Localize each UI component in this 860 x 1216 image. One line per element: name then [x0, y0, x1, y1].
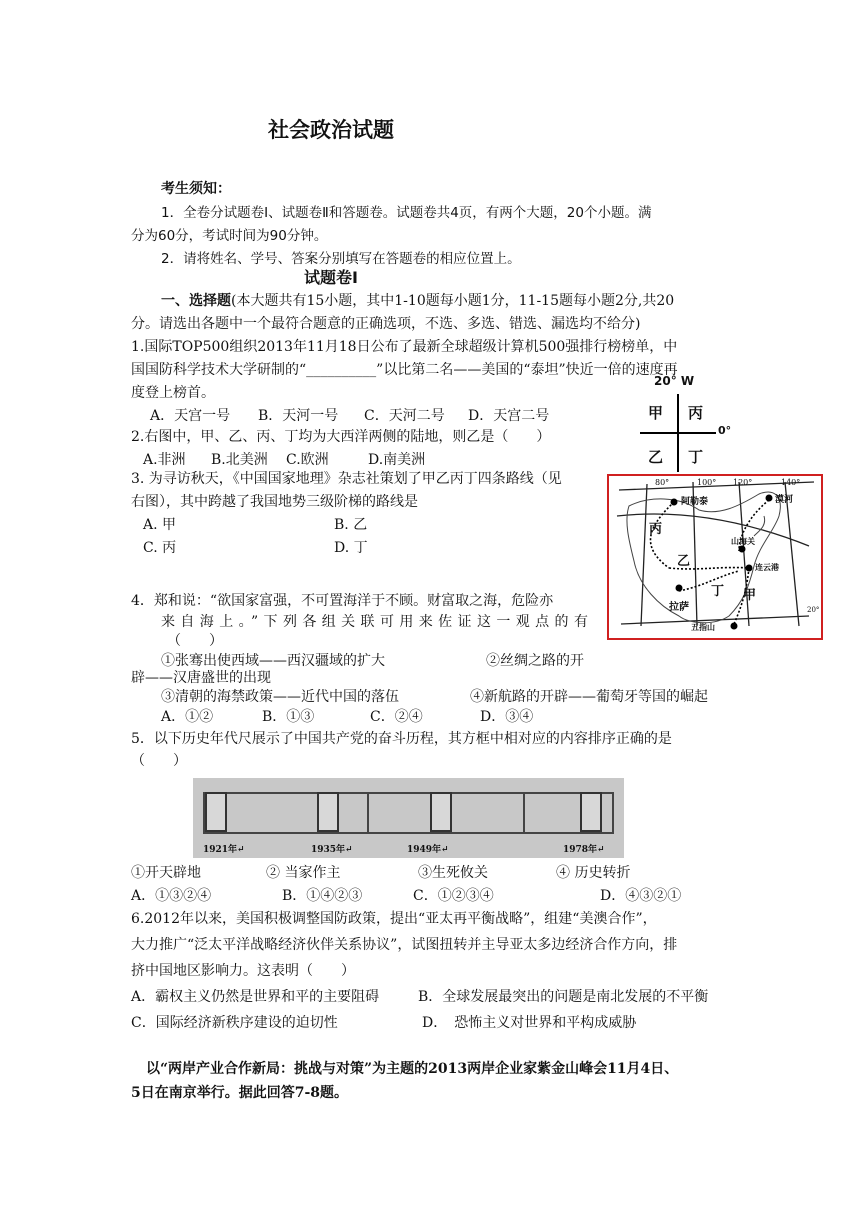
q3-stem-1: 3. 为寻访秋天，《中国国家地理》杂志社策划了甲乙丙丁四条路线（见 [131, 471, 562, 487]
q5-stem: 5．以下历史年代尺展示了中国共产党的奋斗历程，其方框中相对应的内容排序正确的是 [131, 731, 672, 747]
q2-option-a: A.非洲 [143, 452, 186, 468]
equator-line [640, 432, 716, 434]
q5-bracket: （ ） [131, 753, 187, 769]
timeline-year-1935: 1935年↵ [311, 845, 353, 855]
map-lon-100: 100° [697, 478, 717, 487]
timeline-box-2 [317, 792, 339, 832]
map-place-shanhaiguan: 山海关 [731, 536, 755, 546]
q4-item-2-cont: 辟——汉唐盛世的出现 [131, 670, 271, 686]
q3-option-d: D. 丁 [334, 540, 368, 556]
q6-stem-2: 大力推广“泛太平洋战略经济伙伴关系协议”，试图扭转并主导亚太多边经济合作方向，排 [131, 937, 678, 953]
map-place-lhasa: 拉萨 [669, 602, 689, 613]
q4-item-3: ③清朝的海禁政策——近代中国的落伍 [161, 689, 399, 705]
longitude-label: 20° W [654, 374, 695, 388]
q5-item-1: ①开天辟地 [131, 865, 201, 881]
q1-stem-3: 度登上榜首。 [131, 385, 215, 401]
map-place-lianyungang: 连云港 [755, 562, 779, 572]
map-lon-140: 140° [781, 478, 801, 487]
q3-option-b: B. 乙 [334, 517, 368, 533]
q4-stem-2: 来自海上。”下列各组关联可用来佐证这一观点的有 [161, 614, 594, 630]
notice-heading: 考生须知： [161, 181, 231, 197]
part1-heading: 一、选择题 [161, 293, 231, 309]
q2-option-c: C.欧洲 [286, 452, 329, 468]
q4-item-1: ①张骞出使西域——西汉疆域的扩大 [161, 653, 385, 669]
map-route-bing: 丙 [649, 522, 663, 537]
map-route-yi: 乙 [677, 554, 691, 569]
q3-stem-2: 右图），其中跨越了我国地势三级阶梯的路线是 [131, 494, 418, 510]
q5-item-3: ③生死攸关 [418, 865, 488, 881]
q3-option-c: C. 丙 [143, 540, 177, 556]
q4-stem-3: （ ） [167, 633, 223, 649]
q6-stem-3: 挤中国地区影响力。这表明（ ） [131, 963, 355, 979]
q3-option-a: A. 甲 [143, 517, 177, 533]
q1-stem-2: 国国防科学技术大学研制的“__________”以比第二名——美国的“泰坦”快近一倍的速度再 [131, 362, 678, 378]
latitude-label: 0° [718, 424, 732, 437]
q6-option-c: C．国际经济新秩序建设的迫切性 [131, 1015, 338, 1031]
map-lon-120: 120° [733, 478, 753, 487]
q4-item-4: ④新航路的开辟——葡萄牙等国的崛起 [470, 689, 708, 705]
land-jia: 甲 [648, 404, 664, 422]
q4-option-a: A．①② [161, 709, 214, 725]
part1-desc-cont: 分。请选出各题中一个最符合题意的正确选项，不选、多选、错选、漏选均不给分) [131, 316, 641, 332]
q5-option-d: D．④③②① [600, 888, 682, 904]
timeline-year-1978: 1978年↵ [563, 845, 605, 855]
notice-item-1-cont: 分为60分，考试时间为90分钟。 [131, 228, 328, 244]
q7-8-lead-1: 以“两岸产业合作新局：挑战与对策”为主题的2013两岸企业家紫金山峰会11月4日、 [146, 1061, 679, 1077]
q4-option-c: C．②④ [370, 709, 423, 725]
q1-option-c: C．天河二号 [364, 408, 445, 424]
notice-item-2: 2．请将姓名、学号、答案分别填写在答题卷的相应位置上。 [161, 251, 521, 267]
map-lat-20: 20° [807, 606, 820, 614]
q4-option-d: D．③④ [480, 709, 534, 725]
timeline-box-3 [430, 792, 452, 832]
map-place-mohe: 漠河 [775, 495, 794, 505]
part1-heading-line [161, 290, 674, 310]
timeline-box-1 [205, 792, 227, 832]
map-lon-80: 80° [655, 478, 670, 487]
q6-option-a: A．霸权主义仍然是世界和平的主要阻碍 [131, 989, 380, 1005]
notice-item-1: 1．全卷分试题卷Ⅰ、试题卷Ⅱ和答题卷。试题卷共4页，有两个大题，20个小题。满 [161, 205, 652, 221]
q7-8-lead-2: 5日在南京举行。据此回答7-8题。 [131, 1085, 349, 1101]
section-title: 试题卷Ⅰ [304, 268, 358, 287]
timeline-year-1949: 1949年↵ [407, 845, 449, 855]
map-route-ding: 丁 [711, 584, 725, 599]
q1-option-a: A．天宫一号 [150, 408, 231, 424]
q4-stem-1: 4．郑和说：“欲国家富强，不可置海洋于不顾。财富取之海，危险亦 [131, 593, 554, 609]
q5-option-c: C．①②③④ [413, 888, 494, 904]
q5-option-b: B．①④②③ [282, 888, 363, 904]
land-ding: 丁 [688, 448, 704, 466]
q1-option-d: D．天宫二号 [468, 408, 550, 424]
q5-item-4: ④ 历史转折 [556, 865, 631, 881]
timeline-top-line [203, 792, 614, 794]
q5-item-2: ② 当家作主 [266, 865, 341, 881]
map-place-wuzhishan: 五指山 [691, 622, 715, 632]
q4-option-b: B．①③ [262, 709, 315, 725]
q2-option-b: B.北美洲 [211, 452, 268, 468]
q2-option-d: D.南美洲 [368, 452, 426, 468]
timeline-box-4 [580, 792, 602, 832]
china-routes-map [607, 474, 823, 640]
page-title: 社会政治试题 [268, 118, 394, 142]
q4-item-2: ②丝绸之路的开 [486, 653, 584, 669]
map-place-altay: 阿勒泰 [681, 497, 709, 507]
q1-stem-1: 1.国际TOP500组织2013年11月18日公布了最新全球超级计算机500强排行榜榜单，中 [131, 339, 678, 355]
q6-option-d: D． 恐怖主义对世界和平构成威胁 [422, 1015, 637, 1031]
part1-desc: (本大题共有15小题，其中1-10题每小题1分，11-15题每小题2分,共20 [231, 293, 675, 309]
land-yi: 乙 [648, 448, 664, 466]
map-route-jia: 甲 [743, 588, 757, 603]
q1-option-b: B．天河一号 [258, 408, 339, 424]
q2-stem: 2.右图中，甲、乙、丙、丁均为大西洋两侧的陆地，则乙是（ ） [131, 429, 551, 445]
q6-stem-1: 6.2012年以来，美国积极调整国防政策，提出“亚太再平衡战略”，组建“美澳合作”， [131, 911, 657, 927]
q6-option-b: B．全球发展最突出的问题是南北发展的不平衡 [418, 989, 709, 1005]
q5-option-a: A．①③②④ [131, 888, 212, 904]
history-timeline [193, 778, 624, 858]
land-bing: 丙 [688, 404, 704, 422]
timeline-axis [203, 832, 614, 834]
atlantic-grid-figure [640, 374, 760, 474]
timeline-year-1921: 1921年↵ [203, 845, 245, 855]
